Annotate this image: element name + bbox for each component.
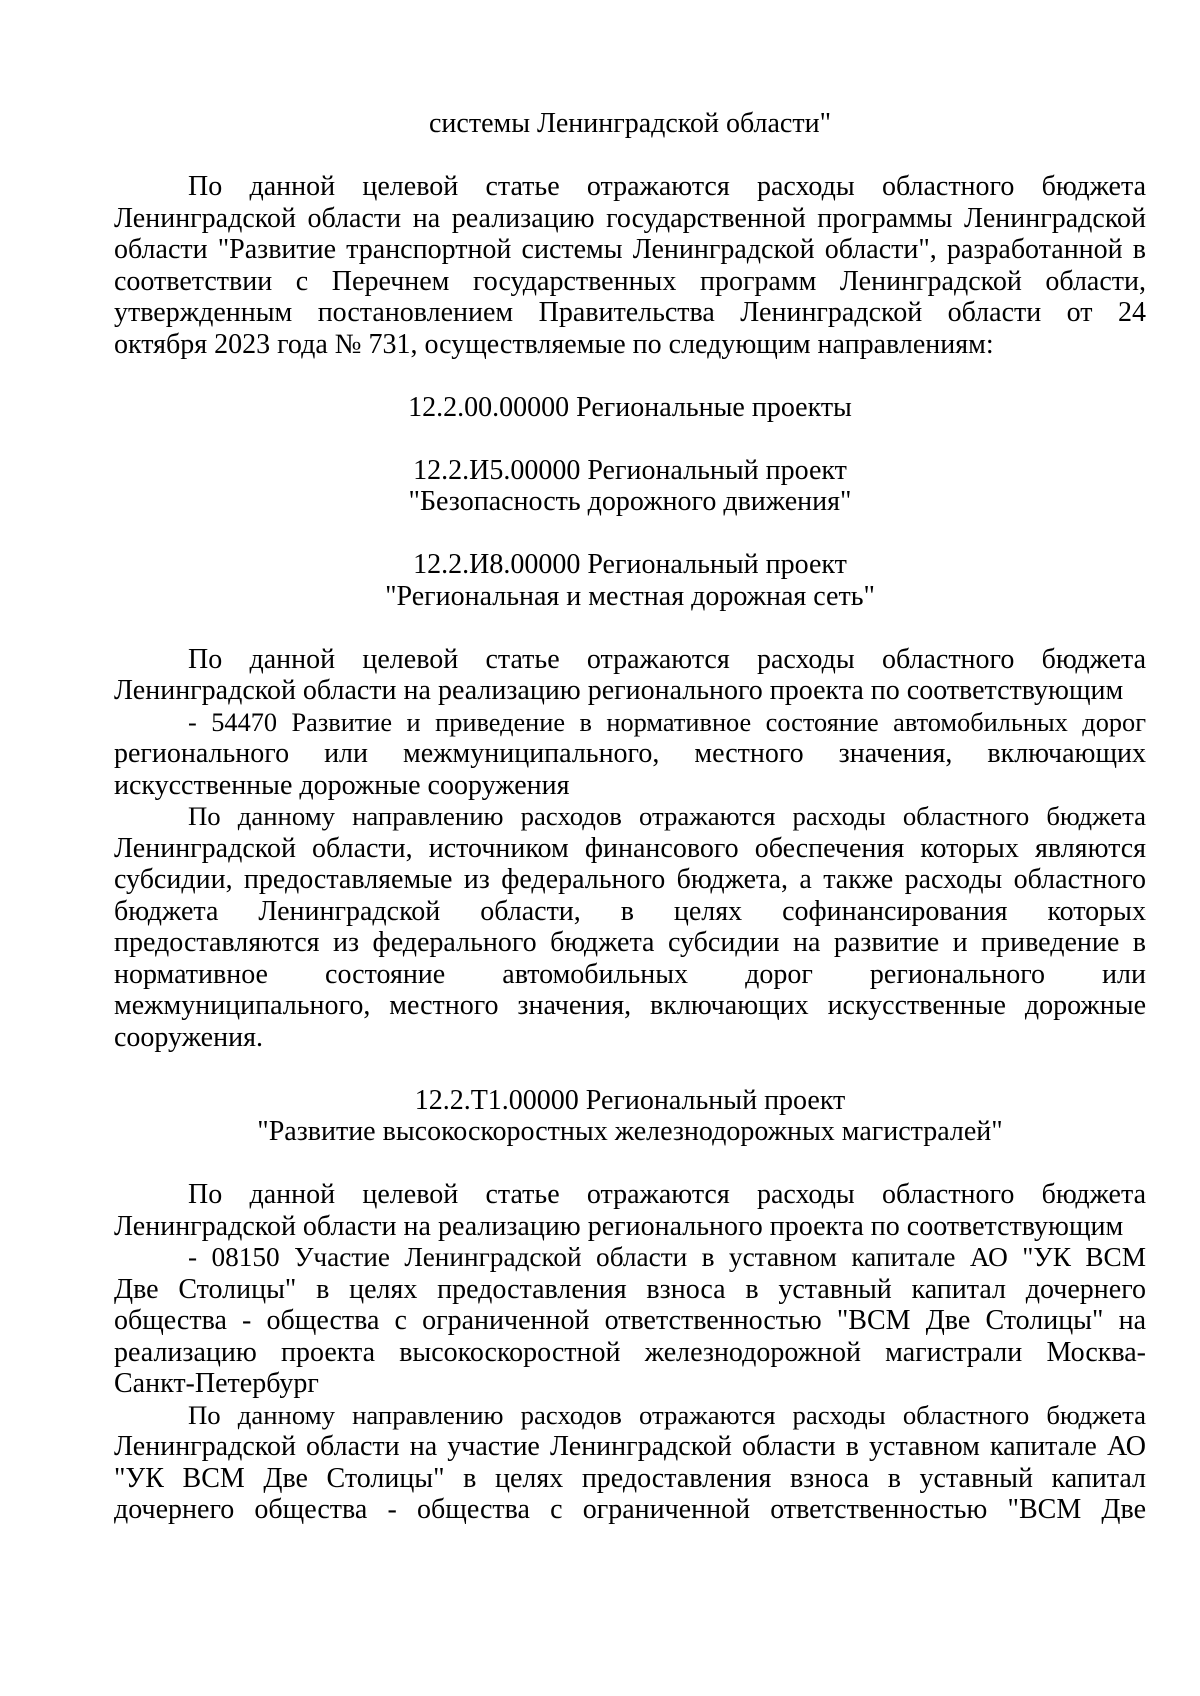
paragraph-line: октября 2023 года № 731, осуществляемые по следующим направлениям:	[114, 328, 994, 360]
paragraph-line: По данной целевой статье отражаются расходы областного бюджета	[188, 643, 1146, 675]
spacer	[114, 518, 1146, 550]
heading-line: "Региональная и местная дорожная сеть"	[385, 580, 875, 612]
paragraph-line: По данной целевой статье отражаются расходы областного бюджета	[188, 171, 1146, 202]
spacer	[114, 140, 1146, 172]
paragraph-line: бюджета Ленинградской области, в целях софинансирования которых	[114, 895, 1146, 927]
paragraph-line: "УК ВСМ Две Столицы" в целях предоставления взноса в уставный капитал	[114, 1462, 1146, 1494]
paragraph-line: По данной целевой статье отражаются расходы областного бюджета	[188, 1179, 1146, 1210]
paragraph-line: Ленинградской области на реализацию регионального проекта по соответствующим	[114, 675, 1124, 706]
paragraph-line: дочернего общества - общества с ограниченной ответственностью "ВСМ Две	[114, 1494, 1146, 1525]
paragraph-1	[114, 171, 1146, 360]
paragraph-2	[114, 644, 1146, 707]
direction-line: Две Столицы" в целях предоставления взноса в уставный капитал дочернего	[114, 1273, 1146, 1305]
paragraph-line: По данному направлению расходов отражаются расходы областного бюджета	[188, 801, 1146, 831]
heading-line: "Безопасность дорожного движения"	[408, 486, 852, 517]
heading-t1	[114, 1085, 1146, 1148]
spacer	[114, 360, 1146, 392]
paragraph-line: области "Развитие транспортной системы Ленинградской области", разработанной в	[114, 234, 1146, 265]
paragraph-line: Ленинградской области на участие Ленинградской области в уставном капитале АО	[114, 1431, 1146, 1462]
paragraph-3	[114, 801, 1146, 1053]
heading-line: 12.2.Т1.00000 Региональный проект	[414, 1084, 846, 1116]
paragraph-line: утвержденным постановлением Правительства Ленинградской области от 24	[114, 297, 1146, 328]
spacer	[114, 612, 1146, 644]
heading-line: 12.2.И5.00000 Региональный проект	[413, 454, 847, 486]
spacer	[114, 1148, 1146, 1180]
heading-i5	[114, 455, 1146, 518]
heading-line: "Развитие высокоскоростных железнодорожных магистралей"	[257, 1116, 1003, 1147]
direction-54470	[114, 707, 1146, 802]
paragraph-line: межмуниципального, местного значения, включающих искусственные дорожные	[114, 990, 1146, 1021]
paragraph-line: нормативное состояние автомобильных дорог регионального или	[114, 958, 1146, 990]
heading-line: 12.2.И8.00000 Региональный проект	[413, 549, 847, 580]
paragraph-line: По данному направлению расходов отражаются расходы областного бюджета	[188, 1399, 1146, 1430]
paragraph-line: Ленинградской области на реализацию регионального проекта по соответствующим	[114, 1210, 1124, 1242]
spacer	[114, 1053, 1146, 1085]
document-body	[114, 108, 1146, 1526]
paragraph-line: сооружения.	[114, 1021, 263, 1053]
heading-regional-projects: 12.2.00.00000 Региональные проекты	[408, 391, 852, 423]
direction-line: реализацию проекта высокоскоростной железнодорожной магистрали Москва-	[114, 1336, 1146, 1368]
direction-08150	[114, 1242, 1146, 1400]
paragraph-line: соответствии с Перечнем государственных программ Ленинградской области,	[114, 265, 1146, 297]
paragraph-line: Ленинградской области, источником финансового обеспечения которых являются	[114, 832, 1146, 864]
heading-tail: системы Ленинградской области"	[429, 108, 831, 139]
direction-line: - 54470 Развитие и приведение в нормативное состояние автомобильных дорог	[188, 707, 1146, 737]
spacer	[114, 423, 1146, 455]
paragraph-line: субсидии, предоставляемые из федерального бюджета, а также расходы областного	[114, 864, 1146, 895]
direction-line: - 08150 Участие Ленинградской области в уставном капитале АО "УК ВСМ	[188, 1242, 1146, 1272]
heading-i8	[114, 549, 1146, 612]
direction-line: регионального или межмуниципального, местного значения, включающих	[114, 738, 1146, 769]
direction-line: Санкт-Петербург	[114, 1368, 319, 1399]
paragraph-4	[114, 1179, 1146, 1242]
direction-line: общества - общества с ограниченной ответственностью "ВСМ Две Столицы" на	[114, 1305, 1146, 1336]
paragraph-5	[114, 1400, 1146, 1526]
paragraph-line: предоставляются из федерального бюджета субсидии на развитие и приведение в	[114, 927, 1146, 958]
paragraph-line: Ленинградской области на реализацию государственной программы Ленинградской	[114, 202, 1146, 234]
direction-line: искусственные дорожные сооружения	[114, 769, 570, 801]
